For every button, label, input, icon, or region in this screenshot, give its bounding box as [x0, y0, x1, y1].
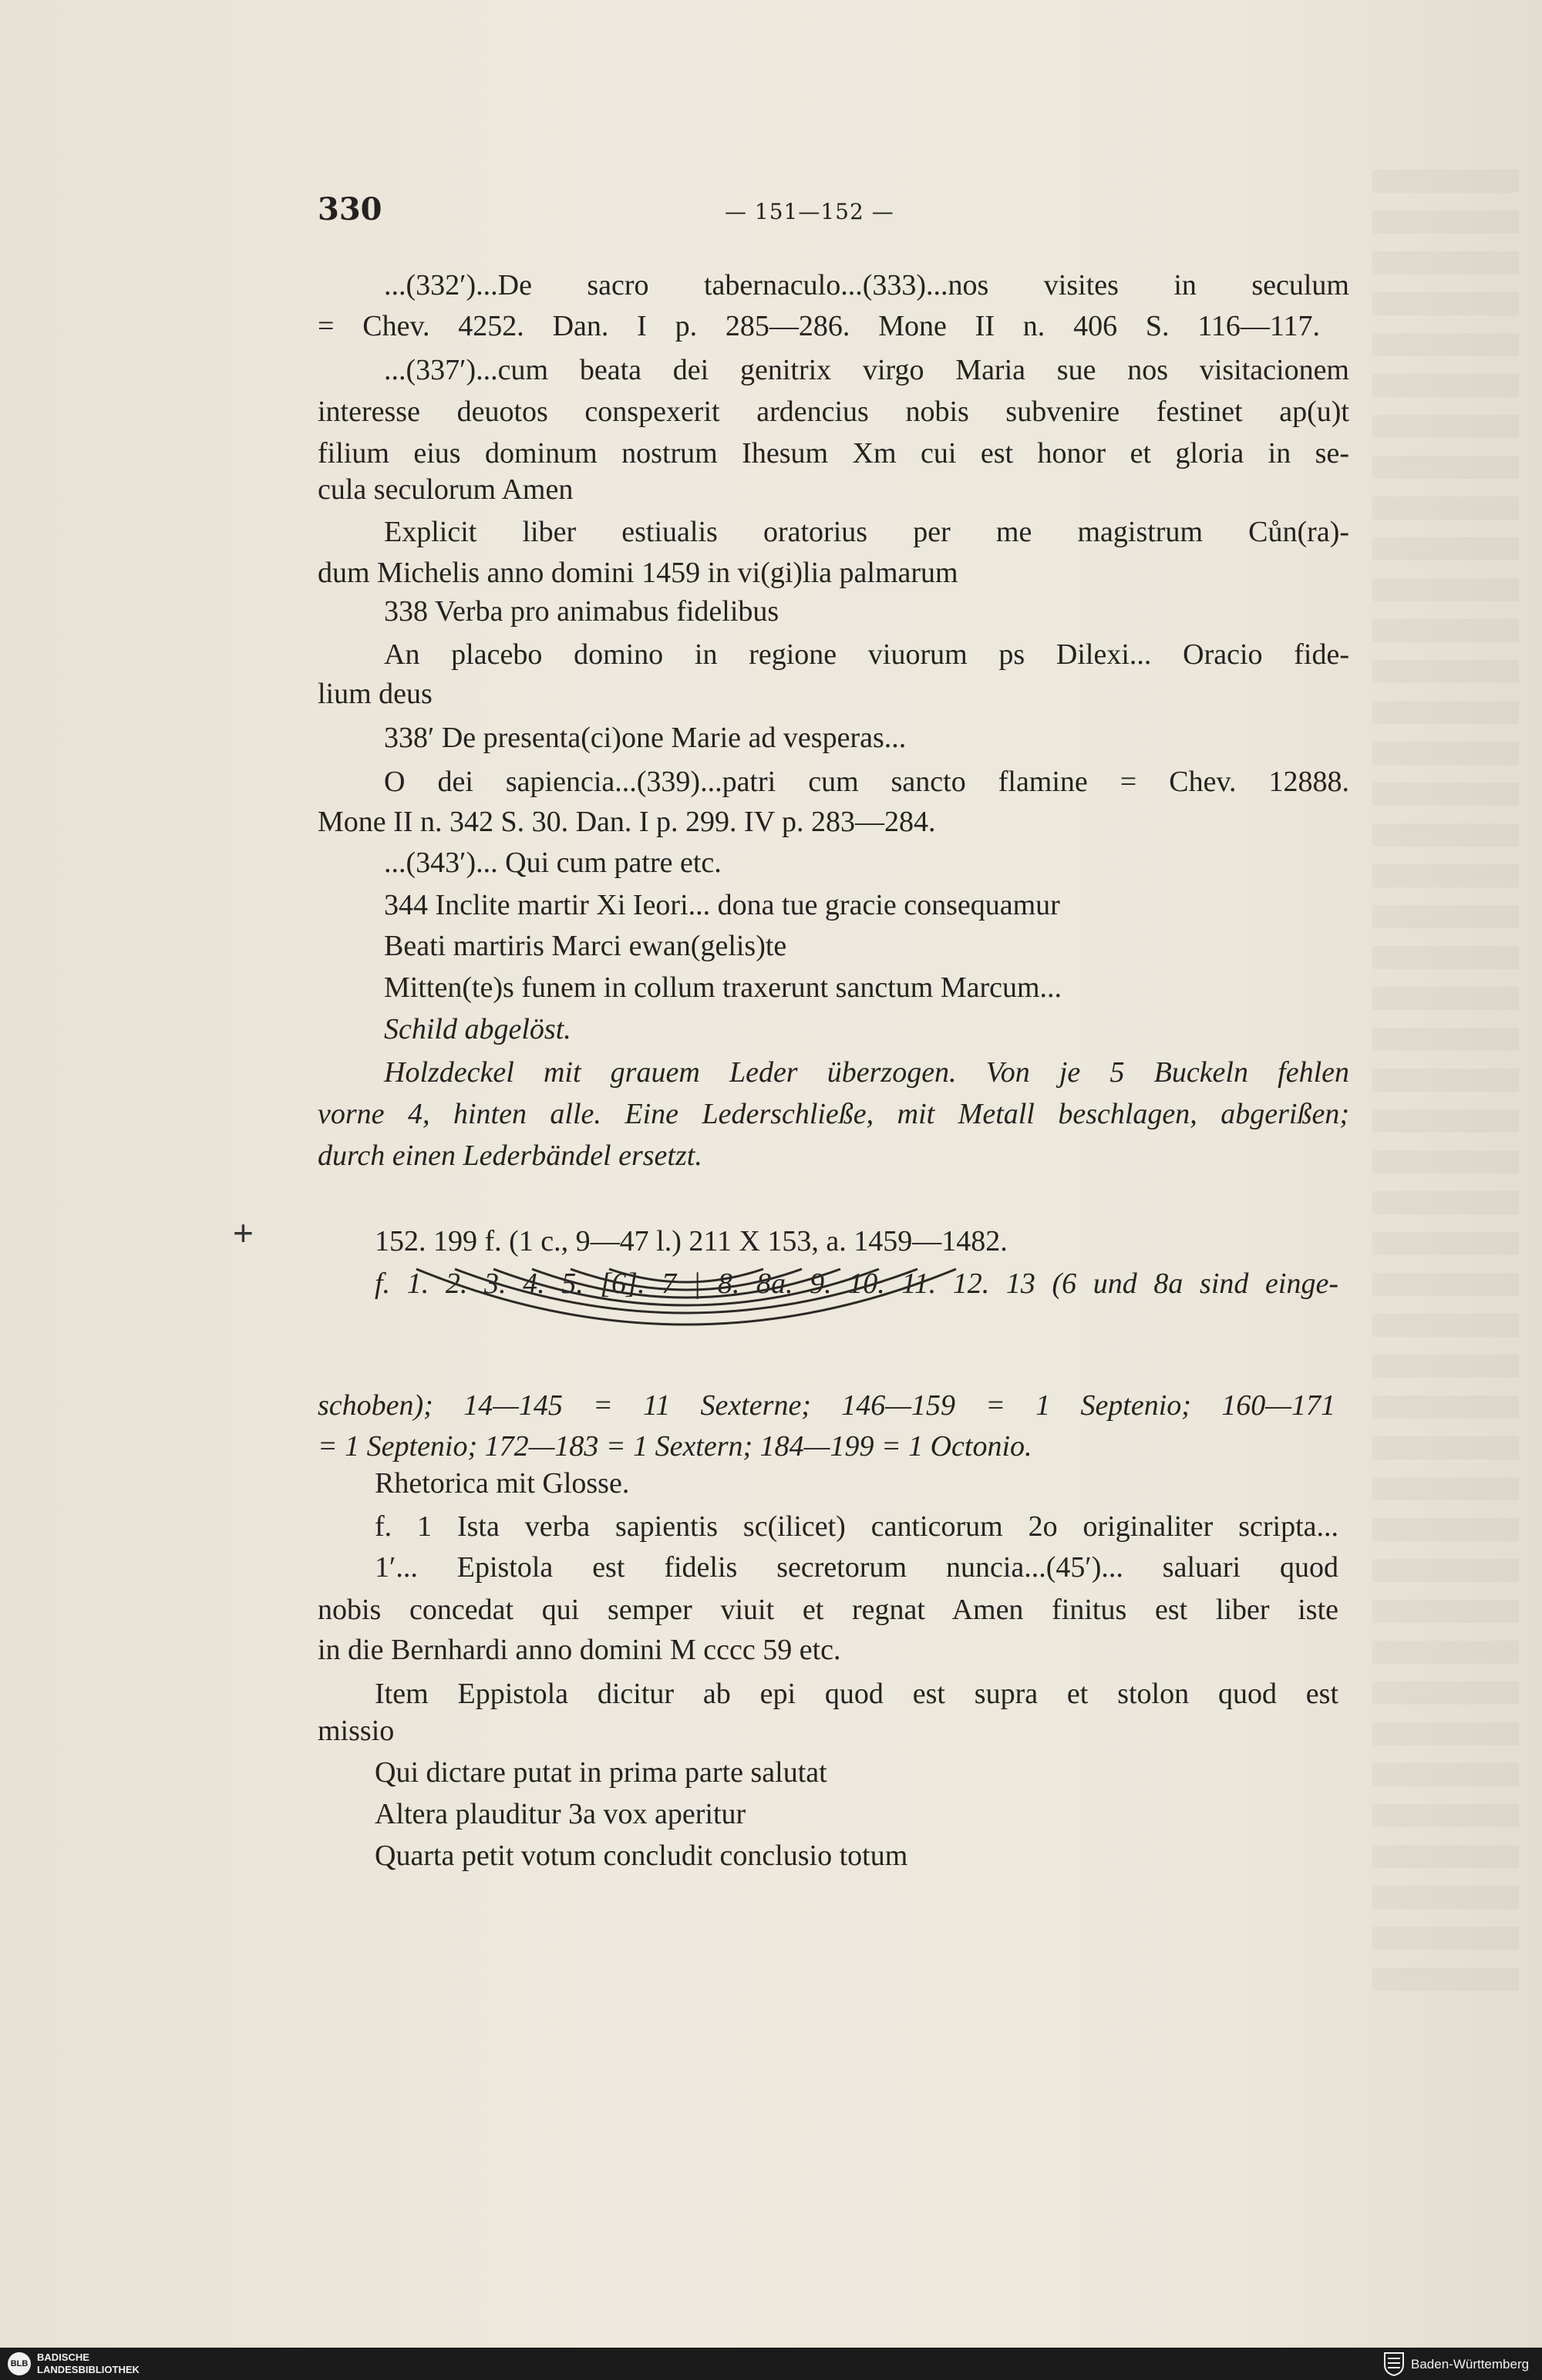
- text-line: in die Bernhardi anno domini M cccc 59 etc.: [318, 1634, 841, 1666]
- text-line: schoben); 14—145 = 11 Sexterne; 146—159 = 1 Septenio; 160—171: [318, 1389, 1335, 1422]
- text-line: vorne 4, hinten alle. Eine Lederschließe, mit Metall beschlagen, abgerißen;: [318, 1098, 1349, 1130]
- text-line: Quarta petit votum concludit conclusio totum: [375, 1840, 908, 1872]
- baden-wuerttemberg-crest-icon: [1382, 2351, 1406, 2377]
- blb-logo-icon: BLB: [8, 2352, 31, 2375]
- text-line: f. 1 Ista verba sapientis sc(ilicet) canticorum 2o originaliter scripta...: [375, 1510, 1338, 1543]
- text-line: Mitten(te)s funem in collum traxerunt sanctum Marcum...: [384, 971, 1062, 1004]
- text-line: 344 Inclite martir Xi Ieori... dona tue gracie consequamur: [384, 889, 1060, 921]
- text-line: Qui dictare putat in prima parte salutat: [375, 1756, 827, 1789]
- margin-cross-mark: +: [233, 1213, 254, 1253]
- text-line: Altera plauditur 3a vox aperitur: [375, 1798, 746, 1830]
- entry-heading: 152. 199 f. (1 c., 9—47 l.) 211 X 153, a. 1459—1482.: [375, 1225, 1008, 1257]
- library-name-line: LANDESBIBLIOTHEK: [37, 2364, 140, 2375]
- text-line: = 1 Septenio; 172—183 = 1 Sextern; 184—199 = 1 Octonio.: [318, 1430, 1032, 1463]
- text-line: Beati martiris Marci ewan(gelis)te: [384, 930, 787, 962]
- text-line: durch einen Lederbändel ersetzt.: [318, 1140, 702, 1172]
- text-line: O dei sapiencia...(339)...patri cum sancto flamine = Chev. 12888.: [384, 766, 1349, 798]
- text-line: 338′ De presenta(ci)one Marie ad vesperas...: [384, 722, 907, 754]
- text-line: Rhetorica mit Glosse.: [375, 1467, 630, 1500]
- quire-arc: [493, 1269, 879, 1305]
- text-line: = Chev. 4252. Dan. I p. 285—286. Mone II n. 406 S. 116—117.: [318, 310, 1320, 342]
- region-label: Baden-Württemberg: [1411, 2357, 1530, 2372]
- footer-bar: [0, 2348, 1542, 2380]
- quire-arc: [571, 1269, 802, 1290]
- text-line: Explicit liber estiualis oratorius per me magistrum Cůn(ra)-: [384, 516, 1349, 548]
- text-line: ...(343′)... Qui cum patre etc.: [384, 847, 722, 879]
- page-header: [0, 191, 1542, 237]
- text-line: nobis concedat qui semper viuit et regnat Amen finitus est liber iste: [318, 1594, 1338, 1626]
- show-through-text: [1372, 170, 1519, 2005]
- text-line: Holzdeckel mit grauem Leder überzogen. Von je 5 Buckeln fehlen: [384, 1056, 1349, 1089]
- text-line: Schild abgelöst.: [384, 1013, 571, 1045]
- text-line: 338 Verba pro animabus fidelibus: [384, 595, 779, 628]
- quire-arc: [609, 1269, 763, 1282]
- library-name: [37, 2351, 140, 2376]
- text-line: f. 1. 2. 3. 4. 5. [6]. 7 | 8. 8a. 9. 10. 11. 12. 13 (6 und 8a sind einge-: [375, 1267, 1338, 1300]
- text-line: lium deus: [318, 678, 433, 710]
- text-line: interesse deuotos conspexerit ardencius nobis subvenire festinet ap(u)t: [318, 396, 1349, 428]
- text-line: Mone II n. 342 S. 30. Dan. I p. 299. IV p. 283—284.: [318, 806, 936, 838]
- text-line: An placebo domino in regione viuorum ps Dilexi... Oracio fide-: [384, 638, 1349, 671]
- page-number: 330: [318, 191, 382, 227]
- text-line: Item Eppistola dicitur ab epi quod est supra et stolon quod est: [375, 1678, 1338, 1710]
- running-head: — 151—152 —: [725, 199, 894, 224]
- text-line: missio: [318, 1715, 395, 1747]
- text-line: ...(337′)...cum beata dei genitrix virgo Maria sue nos visitacionem: [384, 354, 1349, 386]
- text-line: 1′... Epistola est fidelis secretorum nuncia...(45′)... saluari quod: [375, 1551, 1338, 1584]
- text-line: dum Michelis anno domini 1459 in vi(gi)lia palmarum: [318, 557, 958, 589]
- library-name-line: BADISCHE: [37, 2351, 89, 2363]
- text-line: filium eius dominum nostrum Ihesum Xm cui est honor et gloria in se-: [318, 437, 1349, 470]
- text-line: ...(332′)...De sacro tabernaculo...(333)...nos visites in seculum: [384, 269, 1349, 301]
- text-line: cula seculorum Amen: [318, 473, 574, 506]
- quire-arc-diagram: [386, 1264, 1049, 1372]
